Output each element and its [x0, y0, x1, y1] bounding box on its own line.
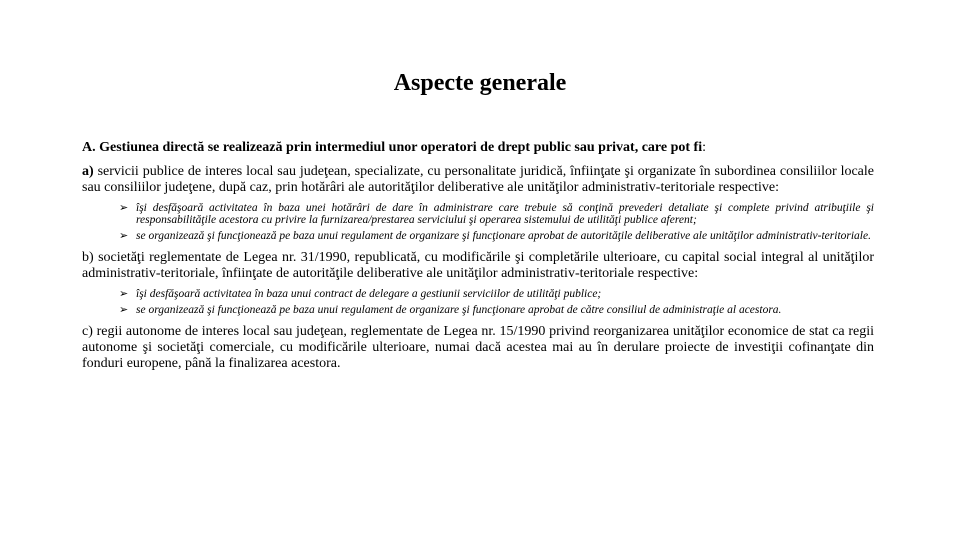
item-a-paragraph [82, 164, 874, 196]
item-b-text: societăţi reglementate de Legea nr. 31/1990, republicată, cu modificările şi completările ulterioare, cu capital social integral al unităţilor administrativ-teritoriale, înfiinţate de autorităţile deliberative ale unităţilor administrativ-teritoriale respective: [82, 250, 874, 281]
arrow-bullet-icon: ➢ [119, 304, 129, 316]
item-a-text: servicii publice de interes local sau judeţean, specializate, cu personalitate juridică, înfiinţate şi organizate în subordinea consiliilor locale sau consiliilor judeţene, după caz, prin hotărâri ale autorităţilor deliberative ale unităţilor administrativ-teritoriale respective: [82, 164, 874, 195]
arrow-bullet-icon: ➢ [119, 288, 129, 300]
item-c-paragraph [82, 324, 874, 372]
intro-lead: A. Gestiunea directă se realizează prin intermediul unor operatori de drept public sau privat, care pot fi [82, 140, 703, 155]
intro-tail: : [702, 140, 706, 155]
page-title: Aspecte generale [393, 70, 567, 96]
bullet-text: îşi desfăşoară activitatea în baza unei hotărâri de dare în administrare care trebuie să conţină prevederi detaliate şi complete privind atribuţiile şi responsabilităţile acestora cu privire la furnizarea/prestarea serviciului şi operarea sistemului de utilităţi publice aferent; [136, 202, 874, 226]
item-c-text: regii autonome de interes local sau judeţean, reglementate de Legea nr. 15/1990 privind reorganizarea unităţilor economice de stat ca regii autonome şi societăţi comerciale, cu modificările ulterioare, numai dacă acestea mai au în derulare proiecte de investiţii cofinanţate din fonduri europene, până la finalizarea acestora. [82, 324, 874, 371]
list-item [119, 202, 874, 226]
bullet-text: se organizează şi funcţionează pe baza unui regulament de organizare şi funcţionare aprobat de autorităţile deliberative ale unităţilor administrativ-teritoriale. [136, 230, 871, 242]
arrow-bullet-icon: ➢ [119, 202, 129, 214]
bullet-text: îşi desfăşoară activitatea în baza unui contract de delegare a gestiunii serviciilor de utilităţi publice; [136, 288, 602, 300]
item-a-label: a) [82, 164, 94, 179]
intro-paragraph [82, 140, 874, 156]
list-item [119, 288, 874, 300]
arrow-bullet-icon: ➢ [119, 230, 129, 242]
item-b-bullets [82, 288, 874, 316]
item-a-bullets [82, 202, 874, 242]
bullet-text: se organizează şi funcţionează pe baza unui regulament de organizare şi funcţionare aprobat de către consiliul de administraţie al acestora. [136, 304, 782, 316]
item-b-paragraph [82, 250, 874, 282]
document-body [82, 140, 874, 372]
list-item [119, 304, 874, 316]
list-item [119, 230, 874, 242]
item-c-label: c) [82, 324, 93, 339]
item-b-label: b) [82, 250, 94, 265]
